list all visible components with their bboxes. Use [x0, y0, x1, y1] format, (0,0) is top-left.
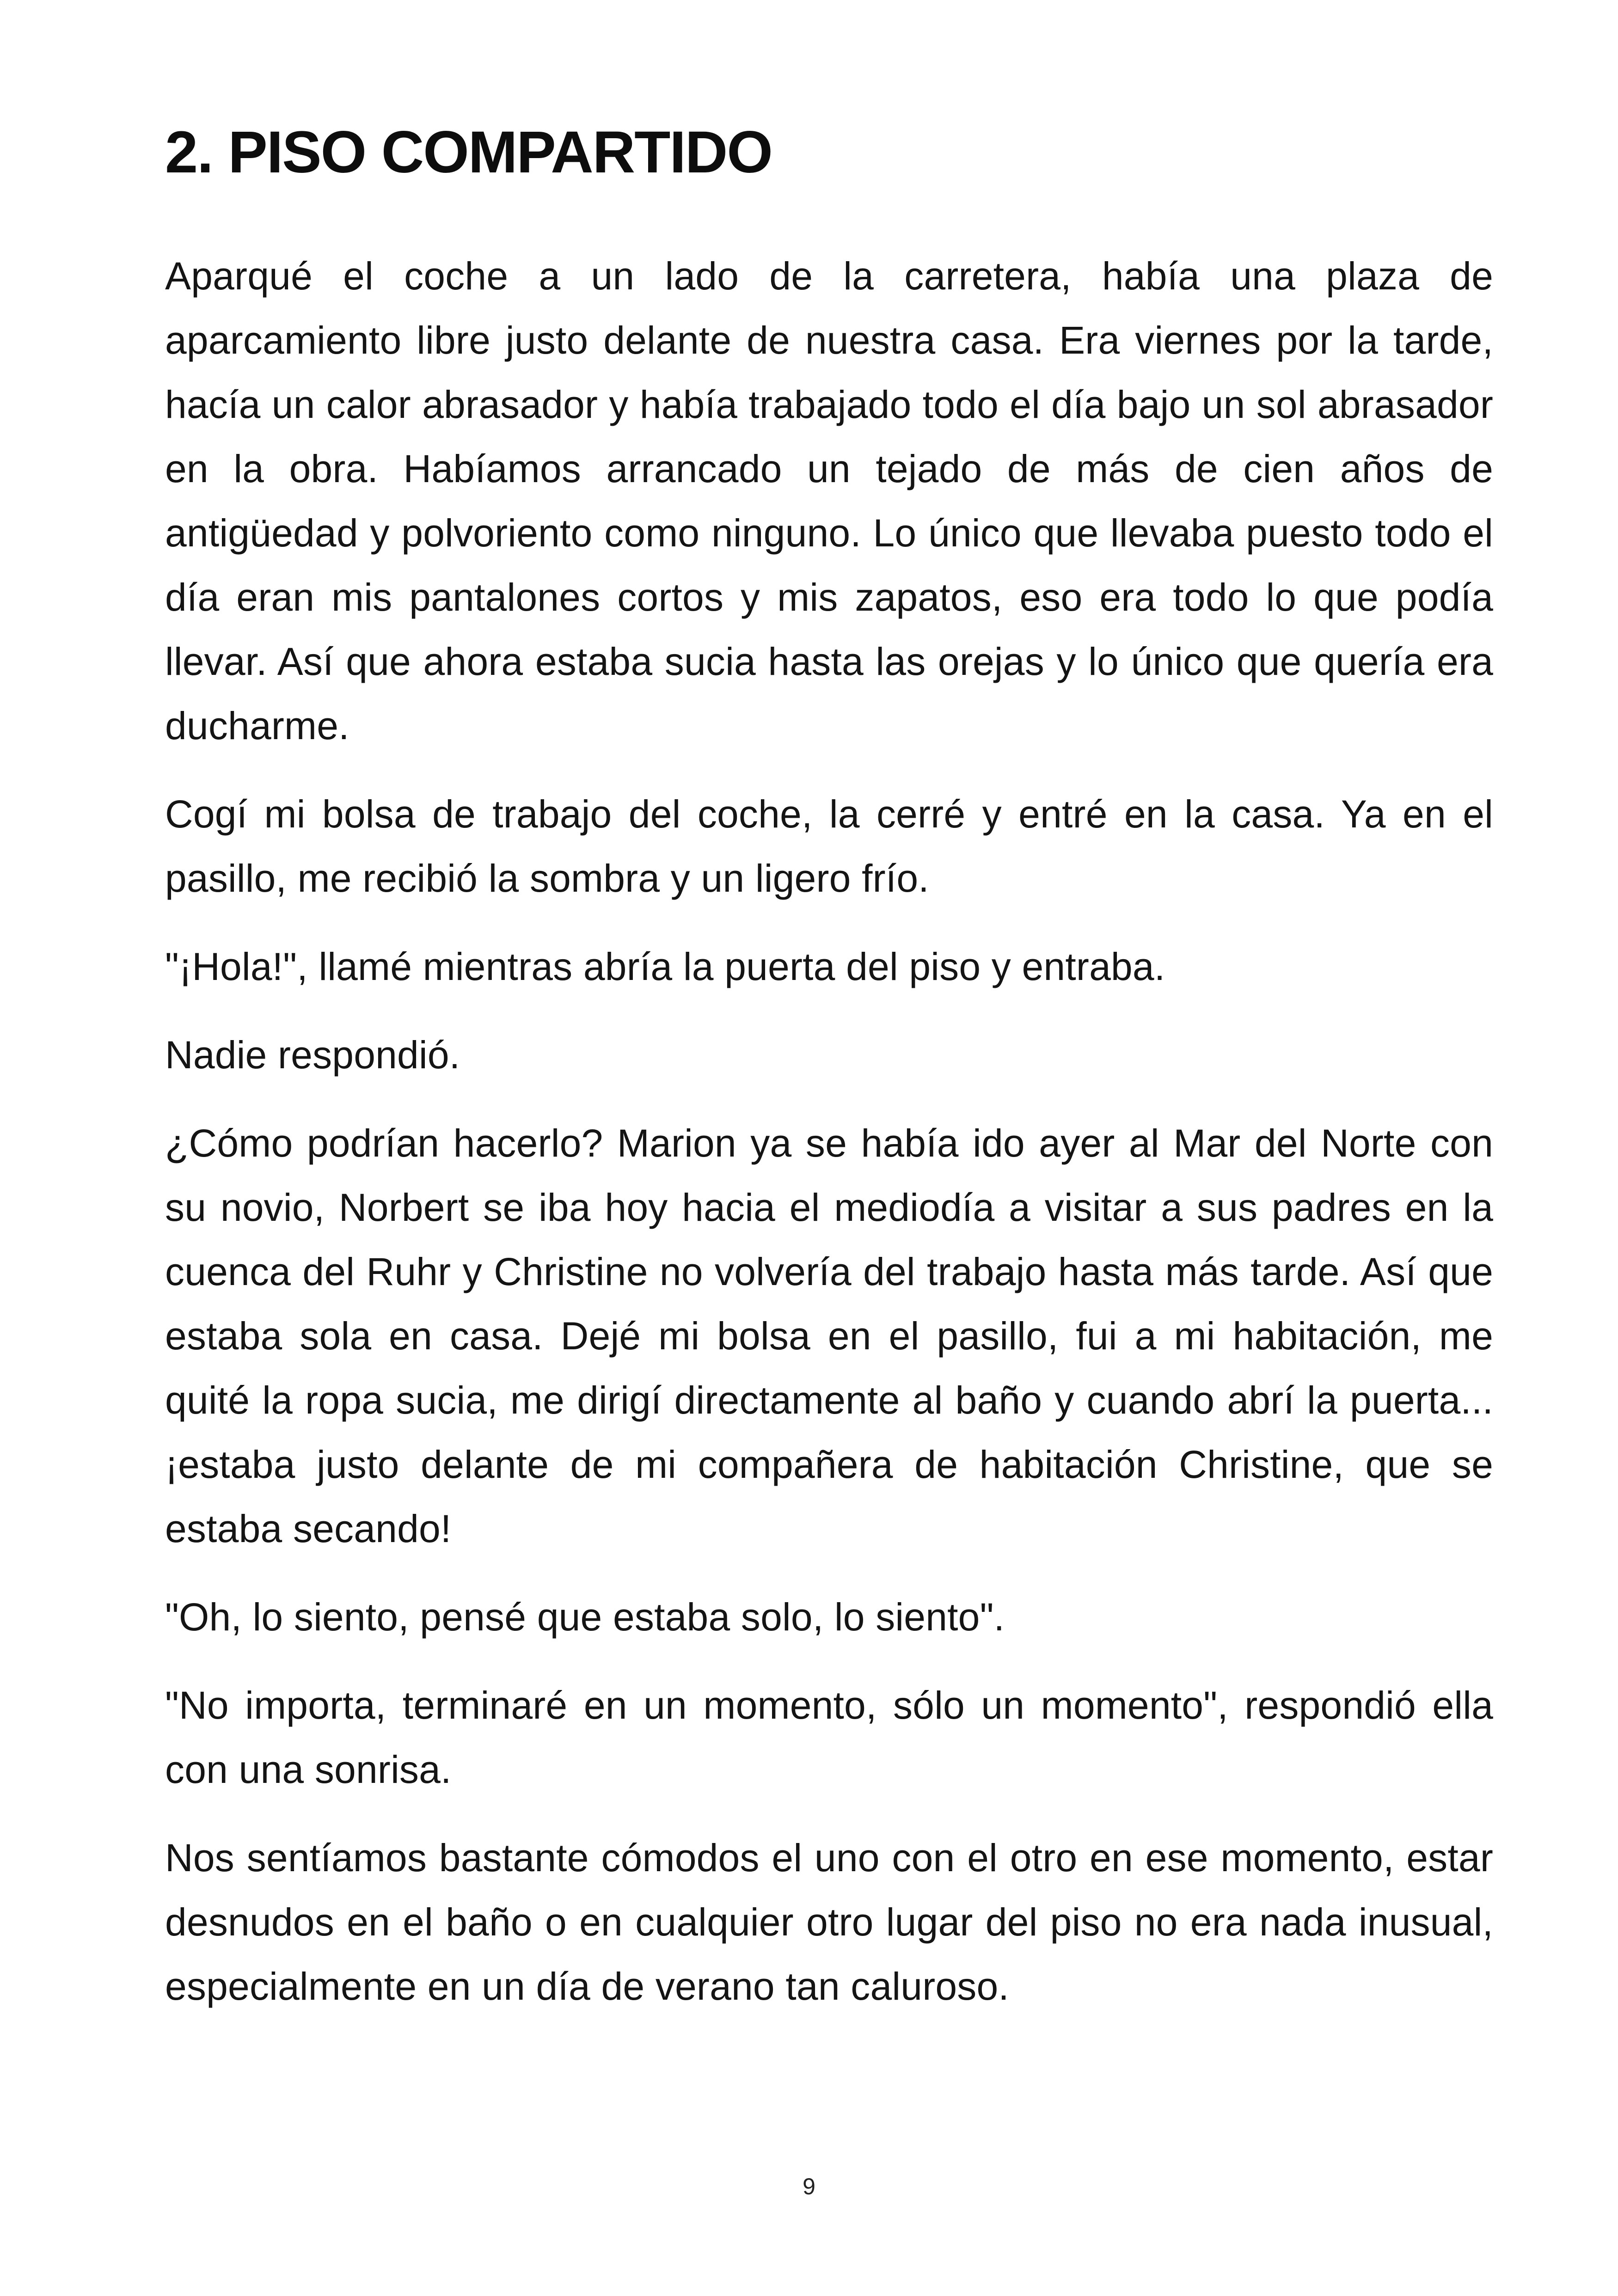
page-number: 9 — [803, 2174, 815, 2199]
paragraph: Aparqué el coche a un lado de la carretera, había una plaza de aparcamiento libre justo delante de nuestra casa. Era viernes por la tarde, hacía un calor abrasador y había trabajado todo el día bajo un sol abrasador en la obra. Habíamos arrancado un tejado de más de cien años de antigüedad y polvoriento como ninguno. Lo único que llevaba puesto todo el día eran mis pantalones cortos y mis zapatos, eso era todo lo que podía llevar. Así que ahora estaba sucia hasta las orejas y lo único que quería era ducharme. — [165, 254, 1493, 747]
chapter-body — [165, 244, 1493, 2019]
paragraph: ¿Cómo podrían hacerlo? Marion ya se había ido ayer al Mar del Norte con su novio, Norbert se iba hoy hacia el mediodía a visitar a sus padres en la cuenca del Ruhr y Christine no volvería del trabajo hasta más tarde. Así que estaba sola en casa. Dejé mi bolsa en el pasillo, fui a mi habitación, me quité la ropa sucia, me dirigí directamente al baño y cuando abrí la puerta... ¡estaba justo delante de mi compañera de habitación Christine, que se estaba secando! — [165, 1121, 1493, 1550]
paragraph: Nadie respondió. — [165, 1033, 460, 1077]
paragraph: "Oh, lo siento, pensé que estaba solo, lo siento". — [165, 1595, 1005, 1639]
paragraph: "No importa, terminaré en un momento, sólo un momento", respondió ella con una sonrisa. — [165, 1684, 1493, 1791]
page-content — [165, 111, 1493, 2043]
paragraph: Cogí mi bolsa de trabajo del coche, la cerré y entré en la casa. Ya en el pasillo, me recibió la sombra y un ligero frío. — [165, 792, 1493, 900]
paragraph: Nos sentíamos bastante cómodos el uno con el otro en ese momento, estar desnudos en el baño o en cualquier otro lugar del piso no era nada inusual, especialmente en un día de verano tan caluroso. — [165, 1836, 1493, 2008]
paragraph: "¡Hola!", llamé mientras abría la puerta del piso y entraba. — [165, 945, 1165, 988]
chapter-title: 2. PISO COMPARTIDO — [165, 119, 772, 185]
